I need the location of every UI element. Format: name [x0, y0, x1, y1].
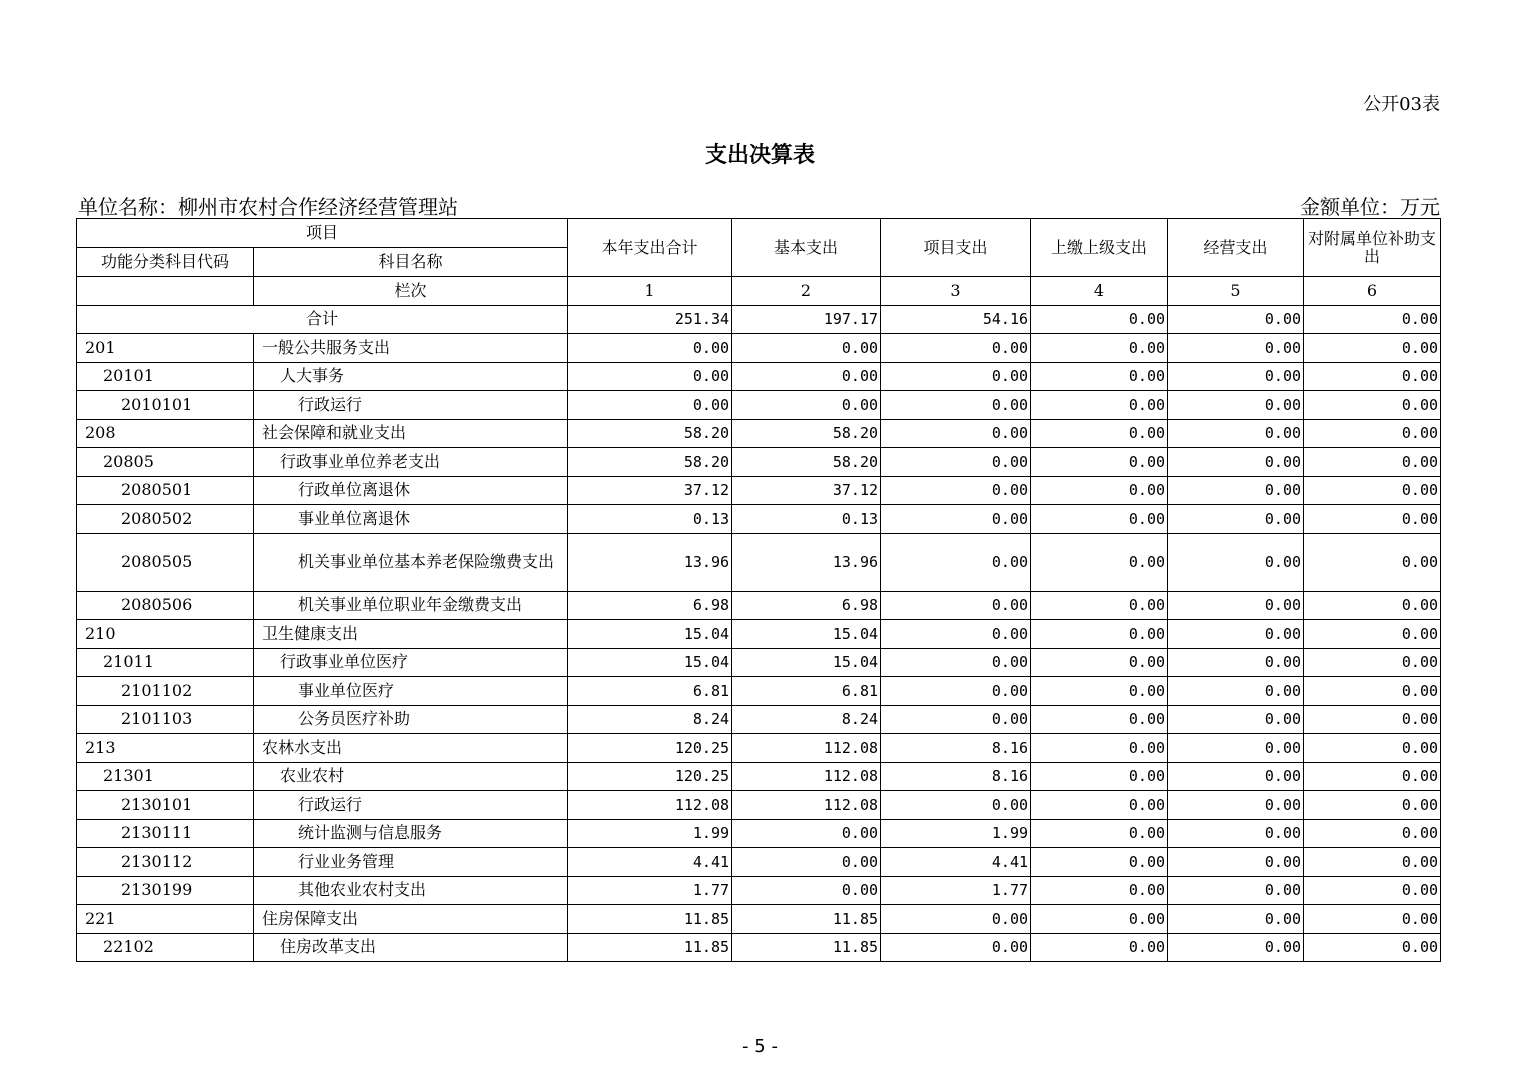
row-name: 其他农业农村支出	[254, 876, 568, 905]
row-value: 11.85	[732, 905, 881, 934]
row-value: 58.20	[732, 419, 881, 448]
table-row	[77, 620, 1441, 649]
row-value: 0.00	[881, 591, 1031, 620]
row-value: 0.00	[732, 334, 881, 363]
row-code: 221	[77, 905, 254, 934]
row-value: 13.96	[568, 533, 732, 591]
row-code: 2130111	[77, 819, 254, 848]
row-value: 120.25	[568, 762, 732, 791]
row-value: 0.00	[1168, 933, 1304, 962]
row-value: 0.00	[1031, 419, 1168, 448]
row-value: 0.00	[732, 819, 881, 848]
table-row	[77, 476, 1441, 505]
total-value: 0.00	[1304, 305, 1441, 334]
row-value: 0.00	[1168, 620, 1304, 649]
table-row	[77, 819, 1441, 848]
row-value: 0.00	[1168, 505, 1304, 534]
row-code: 2080505	[77, 533, 254, 591]
row-name: 住房改革支出	[254, 933, 568, 962]
header-func-code: 功能分类科目代码	[77, 248, 254, 277]
row-value: 15.04	[568, 620, 732, 649]
row-value: 0.00	[1304, 505, 1441, 534]
col-number-3: 3	[881, 277, 1031, 306]
row-value: 0.00	[1304, 648, 1441, 677]
table-row	[77, 419, 1441, 448]
row-value: 0.00	[1031, 905, 1168, 934]
row-value: 0.00	[568, 362, 732, 391]
row-value: 0.00	[1031, 334, 1168, 363]
row-value: 120.25	[568, 734, 732, 763]
row-name: 统计监测与信息服务	[254, 819, 568, 848]
header-col-2: 基本支出	[732, 219, 881, 277]
row-value: 0.00	[1304, 848, 1441, 877]
row-value: 0.00	[1168, 848, 1304, 877]
row-value: 0.00	[1031, 677, 1168, 706]
row-name: 人大事务	[254, 362, 568, 391]
row-value: 0.00	[1031, 791, 1168, 820]
row-value: 0.00	[1031, 819, 1168, 848]
row-value: 0.00	[881, 791, 1031, 820]
row-name: 社会保障和就业支出	[254, 419, 568, 448]
table-row	[77, 677, 1441, 706]
table-row	[77, 533, 1441, 591]
table-row	[77, 391, 1441, 420]
row-value: 0.00	[1304, 391, 1441, 420]
row-name: 行业业务管理	[254, 848, 568, 877]
row-code: 2080506	[77, 591, 254, 620]
row-value: 0.00	[881, 448, 1031, 477]
row-value: 0.00	[881, 620, 1031, 649]
row-code: 208	[77, 419, 254, 448]
row-name: 农业农村	[254, 762, 568, 791]
row-code: 2080502	[77, 505, 254, 534]
row-value: 0.00	[1031, 876, 1168, 905]
total-value: 197.17	[732, 305, 881, 334]
row-value: 0.00	[1168, 476, 1304, 505]
row-value: 0.00	[1168, 533, 1304, 591]
row-code: 22102	[77, 933, 254, 962]
row-value: 0.00	[1304, 419, 1441, 448]
row-value: 0.00	[568, 391, 732, 420]
row-value: 0.00	[1031, 648, 1168, 677]
total-value: 54.16	[881, 305, 1031, 334]
amount-unit: 金额单位：万元	[1300, 195, 1440, 219]
row-value: 0.00	[1304, 448, 1441, 477]
total-value: 0.00	[1168, 305, 1304, 334]
row-name: 卫生健康支出	[254, 620, 568, 649]
row-value: 8.16	[881, 762, 1031, 791]
row-value: 4.41	[568, 848, 732, 877]
row-value: 0.00	[1168, 876, 1304, 905]
header-col-1: 本年支出合计	[568, 219, 732, 277]
row-value: 4.41	[881, 848, 1031, 877]
row-code: 2080501	[77, 476, 254, 505]
table-row	[77, 648, 1441, 677]
row-value: 0.00	[732, 848, 881, 877]
row-value: 15.04	[732, 648, 881, 677]
page-title: 支出决算表	[704, 142, 815, 168]
row-value: 58.20	[732, 448, 881, 477]
row-name: 机关事业单位基本养老保险缴费支出	[254, 533, 568, 591]
row-value: 0.00	[1304, 791, 1441, 820]
row-value: 8.16	[881, 734, 1031, 763]
row-value: 0.13	[568, 505, 732, 534]
row-value: 0.00	[1304, 876, 1441, 905]
header-item: 项目	[77, 219, 568, 248]
row-value: 1.77	[568, 876, 732, 905]
table-row	[77, 876, 1441, 905]
col-number-5: 5	[1168, 277, 1304, 306]
row-value: 0.00	[1031, 448, 1168, 477]
row-value: 0.00	[568, 334, 732, 363]
header-row-label: 栏次	[254, 277, 568, 306]
row-code: 2101103	[77, 705, 254, 734]
row-value: 0.00	[1031, 933, 1168, 962]
row-code: 2130112	[77, 848, 254, 877]
row-value: 0.00	[1304, 933, 1441, 962]
table-row	[77, 848, 1441, 877]
row-value: 0.00	[881, 505, 1031, 534]
col-number-1: 1	[568, 277, 732, 306]
header-blank	[77, 277, 254, 306]
row-value: 13.96	[732, 533, 881, 591]
row-value: 0.00	[732, 876, 881, 905]
row-value: 0.00	[1168, 705, 1304, 734]
header-col-3: 项目支出	[881, 219, 1031, 277]
row-value: 0.00	[881, 933, 1031, 962]
row-value: 37.12	[568, 476, 732, 505]
row-value: 0.00	[881, 476, 1031, 505]
table-row	[77, 734, 1441, 763]
row-value: 0.00	[1168, 734, 1304, 763]
table-row	[77, 705, 1441, 734]
row-value: 0.00	[1031, 734, 1168, 763]
row-value: 1.77	[881, 876, 1031, 905]
form-number: 公开03表	[1363, 94, 1440, 115]
row-value: 0.00	[1168, 362, 1304, 391]
row-value: 8.24	[732, 705, 881, 734]
col-number-2: 2	[732, 277, 881, 306]
row-value: 0.00	[1304, 762, 1441, 791]
row-value: 112.08	[568, 791, 732, 820]
header-subject-name: 科目名称	[254, 248, 568, 277]
expenditure-table	[76, 218, 1441, 962]
table-row	[77, 791, 1441, 820]
row-value: 0.00	[1031, 476, 1168, 505]
header-col-5: 经营支出	[1168, 219, 1304, 277]
row-value: 0.00	[1304, 591, 1441, 620]
row-name: 行政单位离退休	[254, 476, 568, 505]
row-value: 0.00	[732, 362, 881, 391]
row-value: 0.00	[1304, 705, 1441, 734]
table-row	[77, 362, 1441, 391]
row-value: 0.00	[1304, 677, 1441, 706]
row-value: 8.24	[568, 705, 732, 734]
row-value: 0.00	[1031, 391, 1168, 420]
row-value: 0.00	[1304, 734, 1441, 763]
row-value: 0.00	[1304, 819, 1441, 848]
row-value: 0.00	[881, 334, 1031, 363]
row-value: 0.00	[1031, 762, 1168, 791]
row-value: 6.81	[732, 677, 881, 706]
row-value: 0.00	[1304, 362, 1441, 391]
row-value: 0.00	[1031, 362, 1168, 391]
row-name: 一般公共服务支出	[254, 334, 568, 363]
row-name: 行政事业单位养老支出	[254, 448, 568, 477]
row-name: 机关事业单位职业年金缴费支出	[254, 591, 568, 620]
row-value: 0.00	[1168, 819, 1304, 848]
row-value: 0.00	[1168, 648, 1304, 677]
table-row	[77, 334, 1441, 363]
col-number-4: 4	[1031, 277, 1168, 306]
row-value: 1.99	[881, 819, 1031, 848]
row-name: 住房保障支出	[254, 905, 568, 934]
row-value: 112.08	[732, 734, 881, 763]
row-code: 2010101	[77, 391, 254, 420]
row-value: 11.85	[568, 933, 732, 962]
row-code: 2130199	[77, 876, 254, 905]
row-value: 0.00	[1304, 476, 1441, 505]
page-number: - 5 -	[742, 1036, 778, 1057]
table-row	[77, 591, 1441, 620]
row-value: 0.00	[1031, 533, 1168, 591]
row-value: 6.81	[568, 677, 732, 706]
row-value: 0.00	[1168, 419, 1304, 448]
row-code: 2101102	[77, 677, 254, 706]
row-value: 0.00	[1168, 905, 1304, 934]
row-value: 0.00	[881, 705, 1031, 734]
header-col-4: 上缴上级支出	[1031, 219, 1168, 277]
row-value: 0.00	[1031, 705, 1168, 734]
row-value: 0.00	[1168, 677, 1304, 706]
total-row	[77, 305, 1441, 334]
total-label: 合计	[77, 305, 568, 334]
row-value: 0.00	[881, 648, 1031, 677]
row-value: 0.00	[1031, 620, 1168, 649]
row-value: 0.00	[1304, 620, 1441, 649]
row-value: 6.98	[732, 591, 881, 620]
row-value: 1.99	[568, 819, 732, 848]
row-value: 0.00	[1168, 762, 1304, 791]
total-value: 251.34	[568, 305, 732, 334]
total-value: 0.00	[1031, 305, 1168, 334]
row-value: 15.04	[732, 620, 881, 649]
row-value: 112.08	[732, 762, 881, 791]
row-value: 0.00	[1168, 391, 1304, 420]
row-name: 行政事业单位医疗	[254, 648, 568, 677]
table-row	[77, 905, 1441, 934]
row-value: 0.00	[1304, 905, 1441, 934]
row-value: 0.00	[881, 391, 1031, 420]
row-name: 事业单位医疗	[254, 677, 568, 706]
row-value: 0.00	[1031, 591, 1168, 620]
row-value: 0.00	[1168, 791, 1304, 820]
row-value: 58.20	[568, 419, 732, 448]
row-value: 58.20	[568, 448, 732, 477]
row-value: 37.12	[732, 476, 881, 505]
row-value: 0.00	[881, 533, 1031, 591]
row-code: 20101	[77, 362, 254, 391]
row-value: 0.00	[881, 419, 1031, 448]
row-value: 0.00	[881, 362, 1031, 391]
row-value: 0.00	[1168, 334, 1304, 363]
row-value: 0.00	[1304, 533, 1441, 591]
row-value: 0.00	[881, 677, 1031, 706]
row-name: 行政运行	[254, 791, 568, 820]
row-value: 11.85	[568, 905, 732, 934]
row-code: 21301	[77, 762, 254, 791]
row-name: 行政运行	[254, 391, 568, 420]
table-row	[77, 933, 1441, 962]
col-number-6: 6	[1304, 277, 1441, 306]
row-name: 事业单位离退休	[254, 505, 568, 534]
row-value: 0.00	[1168, 591, 1304, 620]
row-name: 公务员医疗补助	[254, 705, 568, 734]
header-col-6: 对附属单位补助支出	[1304, 219, 1441, 277]
row-value: 0.00	[1031, 505, 1168, 534]
row-value: 0.00	[732, 391, 881, 420]
row-value: 11.85	[732, 933, 881, 962]
row-value: 6.98	[568, 591, 732, 620]
table-row	[77, 505, 1441, 534]
row-code: 210	[77, 620, 254, 649]
row-value: 15.04	[568, 648, 732, 677]
row-code: 20805	[77, 448, 254, 477]
row-value: 0.00	[1304, 334, 1441, 363]
row-value: 0.13	[732, 505, 881, 534]
row-value: 0.00	[1031, 848, 1168, 877]
row-code: 201	[77, 334, 254, 363]
unit-name: 单位名称：柳州市农村合作经济经营管理站	[78, 195, 458, 219]
row-code: 21011	[77, 648, 254, 677]
table-row	[77, 762, 1441, 791]
row-code: 2130101	[77, 791, 254, 820]
row-value: 0.00	[1168, 448, 1304, 477]
row-value: 0.00	[881, 905, 1031, 934]
row-name: 农林水支出	[254, 734, 568, 763]
table-row	[77, 448, 1441, 477]
row-code: 213	[77, 734, 254, 763]
row-value: 112.08	[732, 791, 881, 820]
